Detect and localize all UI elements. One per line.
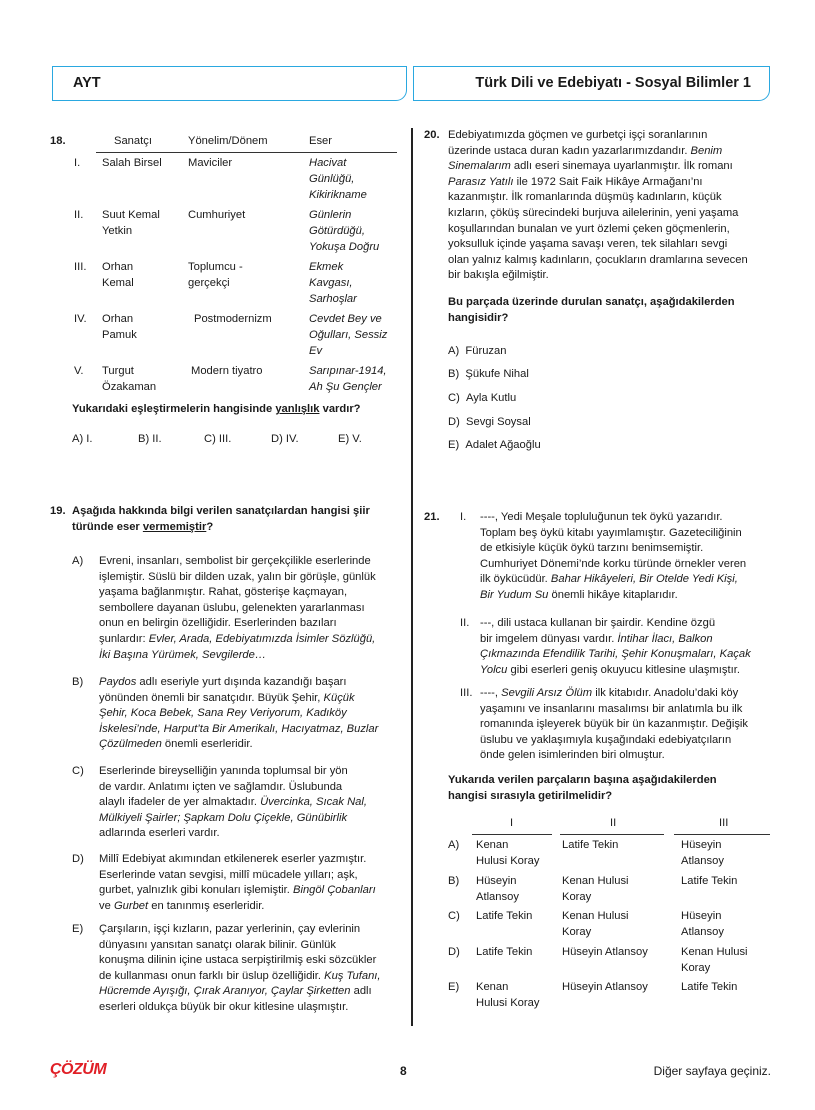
- work-title: Sarıpınar-1914,: [309, 365, 387, 377]
- question-stem: Bu parçada üzerinde durulan sanatçı, aşağıdakilerden hangisidir?: [448, 296, 735, 324]
- column-header-movement: Yönelim/Dönem: [188, 135, 268, 147]
- option-b[interactable]: B) II.: [138, 433, 162, 445]
- question-21: 21. I. ----, Yedi Meşale topluluğunun tek öykü yazarıdır. Toplam beş öykü kitabı yayımlamıştır. Gazeteciliğinin de etkisiyle küçük öykü tarzını benimsemiştir. Cumhuriyet Dönemi’nde korku türünde örnekler veren ilk öykücüdür. Bahar Hikâyeleri, Bir Otelde Yedi Kişi, Bir Yudum Su önemli hikâye kitaplarıdır. II. ---, dili ustaca kullanan bir şairdir. Kendine özgü bir imgelem dünyası vardır. İntihar İlacı, Balkon Çıkmazında Efendilik Tarihi, Şehir Konuşmaları, Kaçak Yolcu gibi eserleri geniş okuyucu kitlesine ulaşmıştır. III. ----, Sevgili Arsız Ölüm ilk kitabıdır. Anadolu’daki köy yaşamını ve insanlarını masalımsı bir anlatımla bu ilk romanında işleyerek büyük bir ün kazanmıştır. Değişik üslubu ve yaklaşımıyla kuşağındaki edebiyatçıların önde gelen isimlerinden biri olmuştur. Yukarıda verilen parçaların başına aşağıdakilerden hangisi sırasıyla getirilmelidir? I II III A) Kenan Hulusi Koray Latife Tekin Hüseyin Atlansoy B) Hüseyin Atlansoy Kenan Hulusi Koray Latife Tekin C) Latife Tekin Kenan Hulusi Koray Hüseyin Atlansoy D) Latife Tekin Hüseyin Atlansoy Kenan Hulusi Koray E) Kenan Hulusi Koray Hüseyin Atlansoy Latife Tekin: [424, 510, 774, 1015]
- question-stem: Yukarıda verilen parçaların başına aşağıdakilerden hangisi sırasıyla getirilmelidir?: [448, 774, 717, 802]
- option-d[interactable]: D) IV.: [271, 433, 299, 445]
- exam-code: AYT: [73, 75, 101, 91]
- option-b[interactable]: B) Şükufe Nihal: [448, 368, 529, 380]
- question-19: [48, 504, 404, 1024]
- column-header-i: I: [510, 817, 514, 829]
- artist-name: Yetkin: [102, 225, 133, 237]
- work-title: Yokuşa Doğru: [309, 241, 380, 253]
- column-header-artist: Sanatçı: [114, 135, 152, 147]
- header-left-box: [52, 66, 407, 101]
- work-title: Kikirikname: [309, 189, 367, 201]
- question-number: 20.: [424, 129, 440, 141]
- option-c[interactable]: C) III.: [204, 433, 232, 445]
- row-number: IV.: [74, 313, 87, 325]
- work-title: Götürdüğü,: [309, 225, 365, 237]
- question-20: [424, 128, 774, 468]
- option-text: Millî Edebiyat akımından etkilenerek eserler yazmıştır. Eserlerinde vatan sevgisi, millî mücadele yılları; aşk, gurbet, yalnızlık gibi konuları işlemiştir. Bingöl Çobanları ve Gurbet en tanınmış eserleridir.: [99, 853, 376, 912]
- question-stem: Aşağıda hakkında bilgi verilen sanatçılardan hangisi şiir türünde eser vermemiştir?: [72, 505, 370, 533]
- work-title: Hacivat: [309, 157, 347, 169]
- option-a[interactable]: A) Füruzan: [448, 345, 507, 357]
- artist-name: Kemal: [102, 277, 134, 289]
- paragraph-number: II.: [460, 617, 470, 629]
- paragraph-2: ---, dili ustaca kullanan bir şairdir. Kendine özgü bir imgelem dünyası vardır. İntihar İlacı, Balkon Çıkmazında Efendilik Tarihi, Şehir Konuşmaları, Kaçak Yolcu gibi eserleri geniş okuyucu kitlesine ulaşmıştır.: [480, 617, 751, 676]
- header-right-box: [413, 66, 770, 101]
- option-label: A): [72, 555, 84, 567]
- option-text: Evreni, insanları, sembolist bir gerçekçilikle eserlerinde işlemiştir. Süslü bir dilden uzak, yalın bir görüşle, günlük yaşama bağlanmıştır. Rahat, gösterişe kaçmayan, sembollere dayanan üslubu, gelenekten yararlanması onun en belirgin özelliğidir. Eserlerinden bazıları şunlardır: Evler, Arada, Edebiyatımızda İsimler Sözlüğü, İki Başına Yürümek, Sevgilerde…: [99, 555, 376, 661]
- option-a[interactable]: A) I.: [72, 433, 93, 445]
- row-number: III.: [74, 261, 87, 273]
- movement: gerçekçi: [188, 277, 230, 289]
- work-title: Günlerin: [309, 209, 352, 221]
- option-text: Paydos adlı eseriyle yurt dışında kazandığı başarı yönünden önemli bir sanatçıdır. Büyük Şehir, Küçük Şehir, Koca Bebek, Sana Rey Veriyorum, Kadıköy İskelesi’nde, Harput’ta Bir Amerikalı, Hacıyatmaz, Buzlar Çözülmeden önemli eserleridir.: [99, 676, 379, 751]
- question-number: 21.: [424, 511, 440, 523]
- artist-name: Özakaman: [102, 381, 157, 393]
- work-title: Günlüğü,: [309, 173, 355, 185]
- artist-name: Orhan: [102, 261, 134, 273]
- option-text: Eserlerinde bireyselliğin yanında toplumsal bir yön de vardır. Anlatımı içten ve sağlamdır. Üslubunda alaylı ifadeler de yer almaktadır. Üvercinka, Sıcak Nal, Mülkiyeli Şairler; Şapkam Dolu Çiçekle, Günübirlik adlarında eserleri vardır.: [99, 765, 367, 840]
- page-number: 8: [400, 1064, 407, 1078]
- question-18: [48, 132, 400, 452]
- movement: Cumhuriyet: [188, 209, 246, 221]
- movement: Maviciler: [188, 157, 233, 169]
- row-number: V.: [74, 365, 84, 377]
- work-title: Sarhoşlar: [309, 293, 357, 305]
- column-header-work: Eser: [309, 135, 333, 147]
- question-number: 18.: [50, 135, 66, 147]
- paragraph-3: ----, Sevgili Arsız Ölüm ilk kitabıdır. Anadolu’daki köy yaşamını ve insanlarını masalımsı bir anlatımla bu ilk romanında işleyerek büyük bir ün kazanmıştır. Değişik üslubu ve yaklaşımıyla kuşağındaki edebiyatçıların önde gelen isimlerinden biri olmuştur.: [480, 687, 748, 762]
- artist-name: Turgut: [102, 365, 134, 377]
- paragraph-1: ----, Yedi Meşale topluluğunun tek öykü yazarıdır. Toplam beş öykü kitabı yayımlamıştır. Gazeteciliğinin de etkisiyle küçük öykü tarzını benimsemiştir. Cumhuriyet Dönemi’nde korku türünde örnekler veren ilk öykücüdür. Bahar Hikâyeleri, Bir Otelde Yedi Kişi, Bir Yudum Su önemli hikâye kitaplarıdır.: [480, 511, 747, 601]
- option-e[interactable]: E) Adalet Ağaoğlu: [448, 439, 541, 451]
- row-number: II.: [74, 209, 84, 221]
- passage: Edebiyatımızda göçmen ve gurbetçi işçi soranlarının üzerinde ustaca duran kadın yazarlarımızdandır. Benim Sinemalarım adlı eseri sinemaya uyarlanmıştır. İlk romanı Parasız Yatılı ile 1972 Sait Faik Hikâye Armağanı’nı kazanmıştır. İlk romanlarında düşmüş kadınların, küçük kızların, çöküş sürecindeki burjuva ailelerinin, yeni yaşama koşullarından bunalan ve yurt özlemi çeken göçmenlerin, yoksulluk içinde yaşama savaşı veren, tek silahları sevgi olan yalnız kalmış kadınların, çocukların dramlarına sevecen bir bakışla eğilmiştir.: [448, 129, 748, 282]
- artist-name: Salah Birsel: [102, 157, 162, 169]
- publisher-logo: ÇÖZÜM: [50, 1061, 107, 1078]
- column-rule: [472, 834, 552, 835]
- artist-name: Orhan: [102, 313, 134, 325]
- paragraph-number: III.: [460, 687, 473, 699]
- column-header-iii: III: [719, 817, 729, 829]
- option-d[interactable]: D) Sevgi Soysal: [448, 416, 531, 428]
- work-title: Ekmek: [309, 261, 344, 273]
- movement: Modern tiyatro: [191, 365, 263, 377]
- option-label: B): [72, 676, 84, 688]
- row-number: I.: [74, 157, 81, 169]
- subject-title: Türk Dili ve Edebiyatı - Sosyal Bilimler 1: [475, 75, 751, 91]
- movement: Toplumcu -: [188, 261, 243, 273]
- column-divider: [411, 128, 413, 1026]
- option-text: Çarşıların, işçi kızların, pazar yerlerinin, çay evlerinin dünyasını yansıtan sanatçı olarak bilinir. Günlük konuşma dilinin içine ustaca serpiştirilmiş eski sözcükler de kullanması onun farklı bir üslup özelliğidir. Kuş Tufanı, Hücremde Ayışığı, Çırak Aranıyor, Çaylar Şirketten adlı eserleri oldukça büyük bir okur kitlesine ulaşmıştır.: [99, 923, 381, 1013]
- option-label: C): [72, 765, 84, 777]
- work-title: Ev: [309, 345, 323, 357]
- movement: Postmodernizm: [194, 313, 272, 325]
- option-e[interactable]: E) V.: [338, 433, 362, 445]
- next-page-note: Diğer sayfaya geçiniz.: [653, 1064, 771, 1078]
- option-c[interactable]: C) Ayla Kutlu: [448, 392, 517, 404]
- column-rule: [560, 834, 664, 835]
- question-number: 19.: [50, 505, 66, 517]
- table-header-rule: [96, 152, 397, 153]
- artist-name: Pamuk: [102, 329, 137, 341]
- work-title: Oğulları, Sessiz: [309, 329, 388, 341]
- work-title: Kavgası,: [309, 277, 353, 289]
- work-title: Ah Şu Gençler: [309, 381, 382, 393]
- option-label: E): [72, 923, 84, 935]
- column-header-ii: II: [610, 817, 617, 829]
- question-stem: Yukarıdaki eşleştirmelerin hangisinde yanlışlık vardır?: [72, 403, 361, 415]
- column-rule: [674, 834, 770, 835]
- artist-name: Suut Kemal: [102, 209, 160, 221]
- work-title: Cevdet Bey ve: [309, 313, 382, 325]
- paragraph-number: I.: [460, 511, 467, 523]
- option-label: D): [72, 853, 84, 865]
